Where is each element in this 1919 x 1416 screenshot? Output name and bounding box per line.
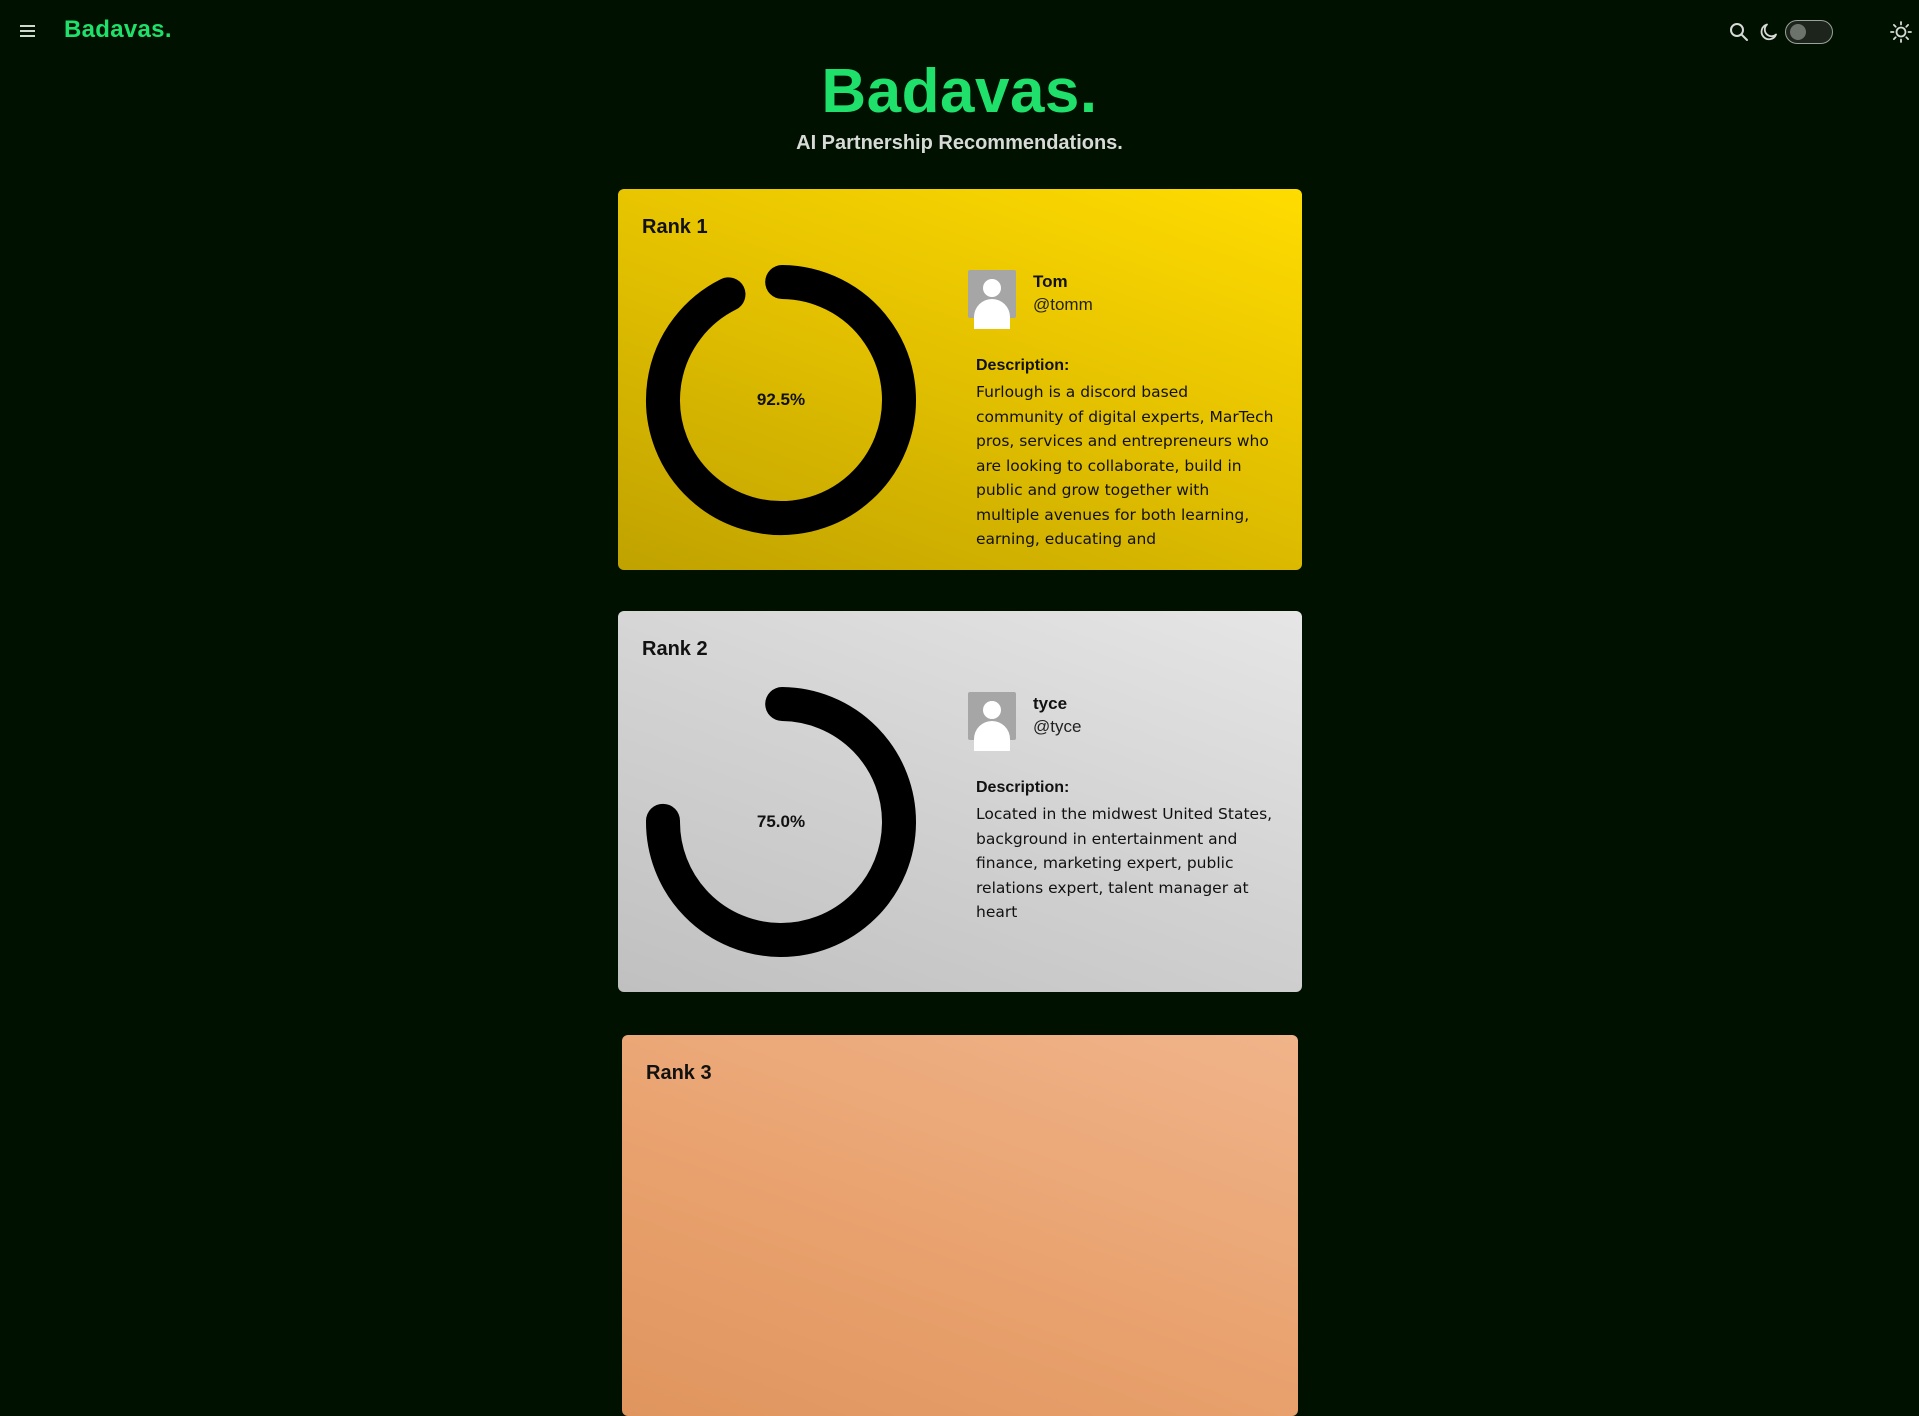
user-handle[interactable]: @tyce: [1033, 717, 1082, 736]
toggle-knob: [1790, 24, 1806, 40]
hamburger-menu-icon[interactable]: [20, 22, 44, 42]
match-score-value: 75.0%: [756, 812, 806, 831]
theme-toggle[interactable]: [1785, 20, 1833, 44]
user-handle[interactable]: @tomm: [1033, 295, 1093, 314]
description-label: Description:: [976, 779, 1070, 796]
rank-label: Rank 1: [642, 216, 708, 238]
moon-icon[interactable]: [1757, 20, 1781, 44]
header-actions: [1719, 18, 1919, 46]
recommendation-card-rank-2[interactable]: [618, 611, 1302, 992]
description-label: Description:: [976, 357, 1070, 374]
page-title: Badavas.: [821, 57, 1098, 126]
description-text: Furlough is a discord based community of digital experts, MarTech pros, services and entrepreneurs who are looking to collaborate, build in public and grow together with multiple avenues for both learning, earning, educating and: [976, 383, 1274, 548]
avatar[interactable]: [968, 270, 1016, 318]
recommendation-card-rank-1[interactable]: [618, 189, 1302, 570]
rank-label: Rank 2: [642, 638, 708, 660]
recommendation-card-rank-3[interactable]: [622, 1035, 1298, 1416]
search-icon[interactable]: [1727, 20, 1751, 44]
page-subtitle: AI Partnership Recommendations.: [796, 132, 1123, 154]
brand-logo[interactable]: Badavas.: [64, 16, 172, 43]
sun-icon[interactable]: [1889, 20, 1913, 44]
avatar[interactable]: [968, 692, 1016, 740]
user-name[interactable]: tyce: [1033, 694, 1068, 713]
description-text: Located in the midwest United States, background in entertainment and finance, marketing expert, public relations expert, talent manager at heart: [976, 805, 1273, 921]
rank-label: Rank 3: [646, 1062, 712, 1084]
match-score-value: 92.5%: [756, 390, 806, 409]
top-app-bar: [0, 0, 1919, 64]
user-name[interactable]: Tom: [1033, 272, 1068, 291]
